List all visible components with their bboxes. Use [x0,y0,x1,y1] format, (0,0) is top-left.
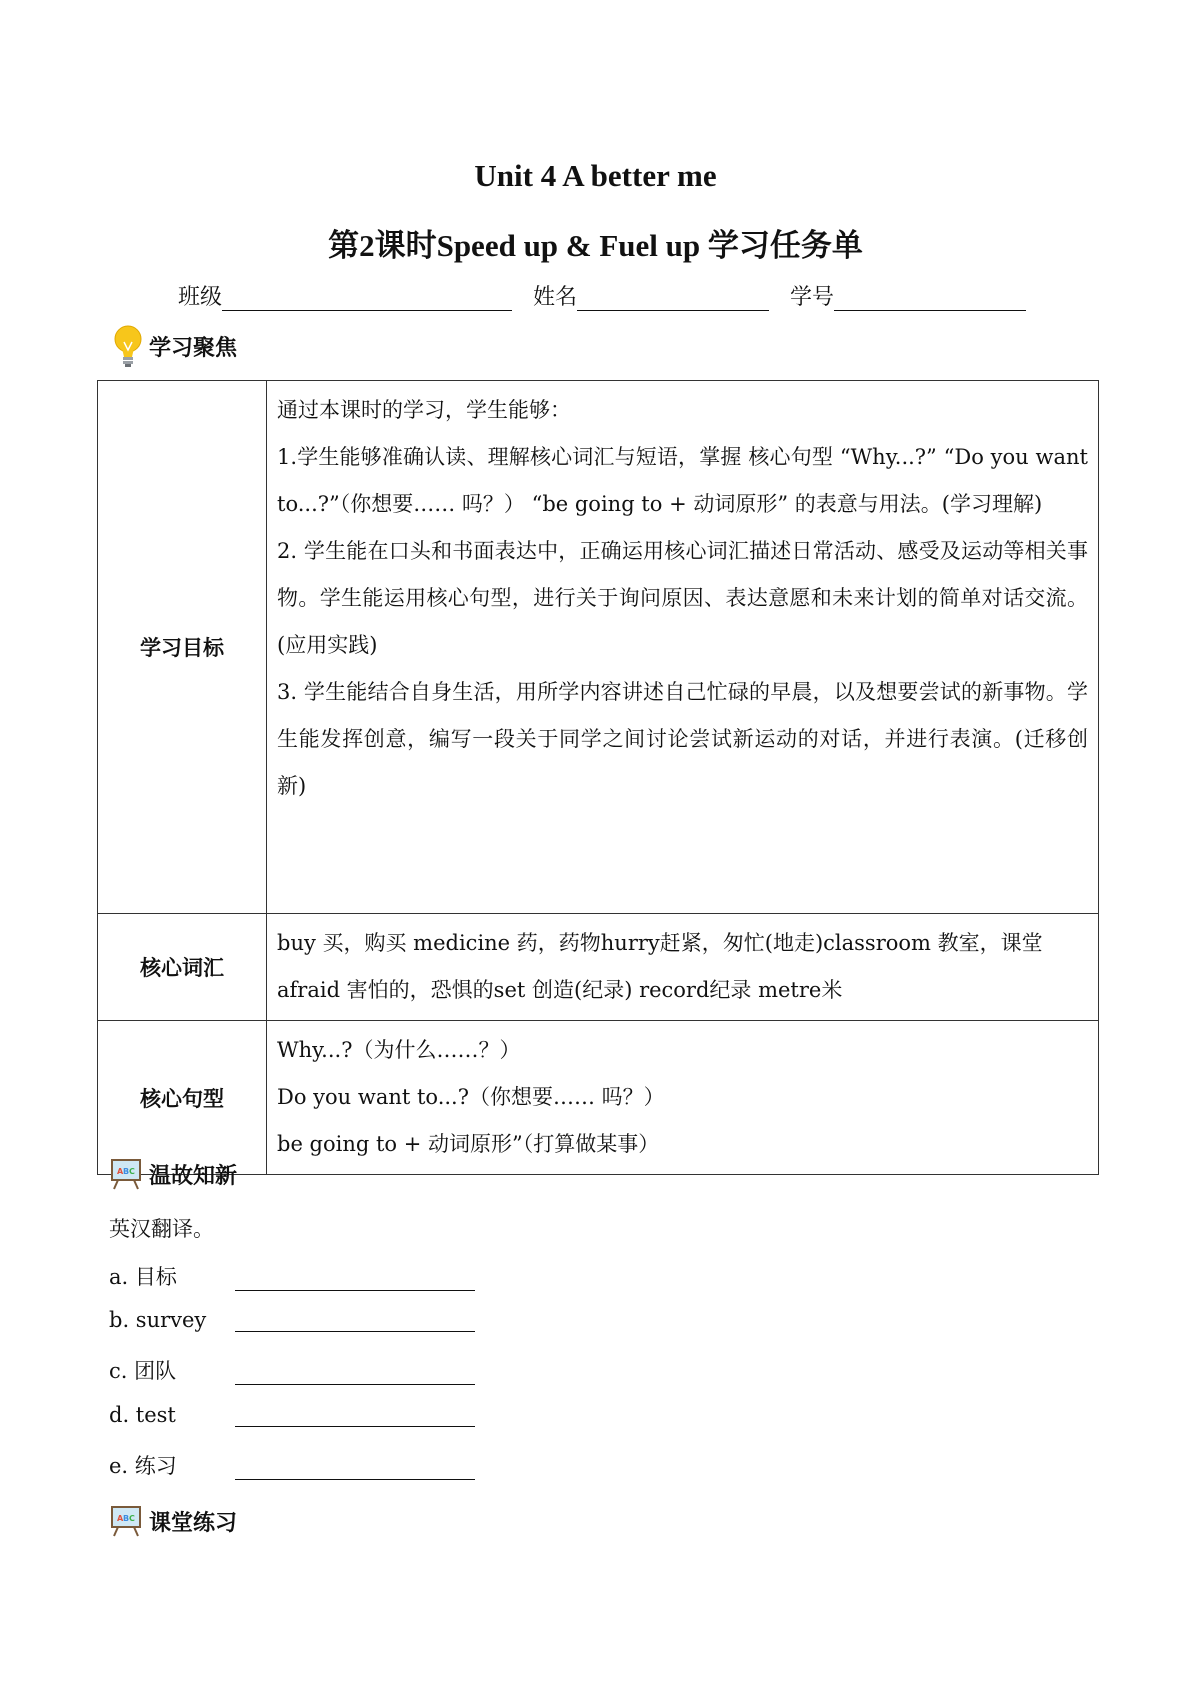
translation-prompt: b. survey [109,1308,207,1332]
translation-prompt: d. test [109,1403,176,1427]
translation-item [109,1308,475,1332]
abc-easel-icon [109,1504,143,1544]
student-info-line [178,280,1040,311]
svg-text:A: A [117,1167,124,1176]
focus-heading-text: 学习聚焦 [149,335,238,361]
answer-blank[interactable] [235,1309,475,1332]
translation-item [109,1261,475,1291]
svg-text:C: C [129,1167,135,1176]
translation-item [109,1450,475,1480]
goals-line: 1.学生能够准确认读、理解核心词汇与短语，掌握 核心句型 “Why...?” “Do you want to...?”（你想要…… 吗？） “be going to + 动词原形” 的表意与用法。(学习理解) [277,445,1088,516]
review-instructions: 英汉翻译。 [109,1217,214,1241]
answer-blank[interactable] [235,1268,475,1291]
vocab-row [98,914,1099,1021]
lesson-title: 第2课时Speed up & Fuel up 学习任务单 [328,228,863,263]
review-heading-text: 温故知新 [149,1163,238,1189]
practice-heading-text: 课堂练习 [149,1510,238,1536]
sentence-line: Why...?（为什么……？） [277,1038,521,1062]
sentences-label: 核心句型 [98,1021,267,1175]
class-label: 班级 [178,285,223,310]
answer-blank[interactable] [235,1457,475,1480]
vocab-line: buy 买，购买 medicine 药，药物hurry赶紧，匆忙(地走)classroom 教室，课堂 [277,931,1043,955]
translation-item [109,1355,475,1385]
translation-prompt: a. 目标 [109,1265,177,1289]
translation-prompt: c. 团队 [109,1359,177,1383]
vocab-content [267,914,1099,1021]
unit-title: Unit 4 A better me [474,158,717,193]
translation-item [109,1403,475,1427]
goals-line: 通过本课时的学习，学生能够： [277,398,571,422]
svg-text:C: C [129,1514,135,1523]
practice-heading [109,1504,237,1544]
svg-text:B: B [123,1167,130,1176]
vocab-label: 核心词汇 [98,914,267,1021]
name-blank[interactable] [577,288,769,311]
focus-heading [113,324,237,374]
svg-text:A: A [117,1514,124,1523]
goals-line: 3. 学生能结合自身生活，用所学内容讲述自己忙碌的早晨，以及想要尝试的新事物。学生能发挥创意，编写一段关于同学之间讨论尝试新运动的对话，并进行表演。(迁移创新) [277,680,1088,798]
vocab-line: afraid 害怕的，恐惧的set 创造(纪录) record纪录 metre米 [277,978,843,1002]
class-blank[interactable] [222,288,512,311]
goals-line: 2. 学生能在口头和书面表达中，正确运用核心词汇描述日常活动、感受及运动等相关事物。学生能运用核心句型，进行关于询问原因、表达意愿和未来计划的简单对话交流。(应用实践) [277,539,1088,657]
answer-blank[interactable] [235,1362,475,1385]
sentences-content [267,1021,1099,1175]
svg-text:B: B [123,1514,130,1523]
learning-focus-table [97,380,1099,1175]
translation-prompt: e. 练习 [109,1454,177,1478]
sentence-line: Do you want to...?（你想要…… 吗？） [277,1085,665,1109]
abc-easel-icon [109,1157,143,1197]
sentences-row [98,1021,1099,1175]
answer-blank[interactable] [235,1404,475,1427]
goals-row [98,381,1099,914]
name-label: 姓名 [533,285,578,310]
number-blank[interactable] [834,288,1026,311]
sentence-line: be going to + 动词原形”（打算做某事） [277,1132,660,1156]
review-heading [109,1157,237,1197]
lightbulb-icon [113,324,143,374]
goals-label: 学习目标 [98,381,267,914]
number-label: 学号 [790,285,835,310]
goals-content [267,381,1099,914]
